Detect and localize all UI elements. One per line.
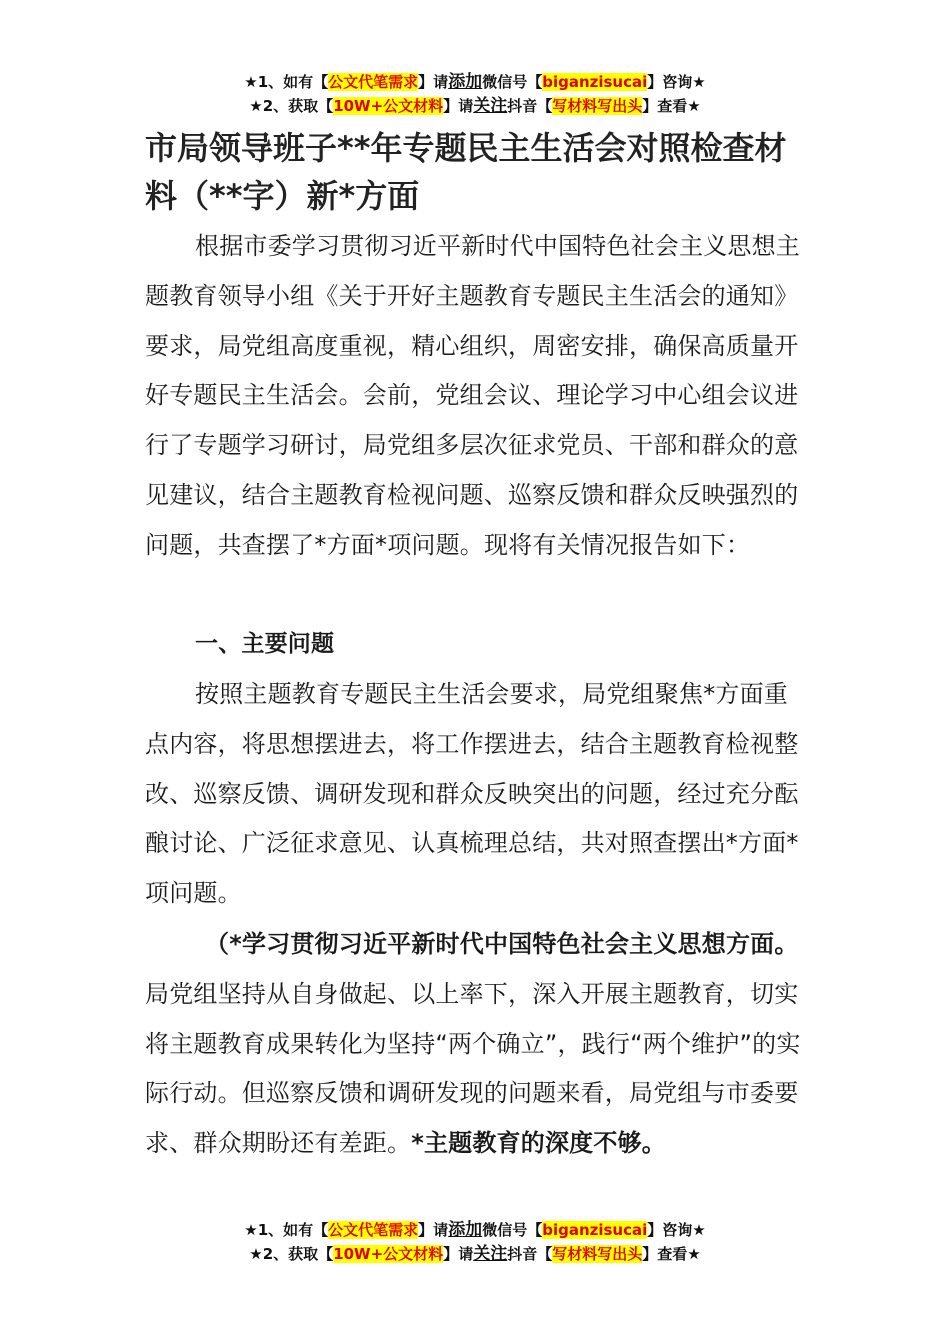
promo-line-2	[0, 94, 950, 118]
promo-text: 微信号【	[482, 1221, 543, 1239]
promo-line-1	[0, 1218, 950, 1242]
promo-text: 】请	[418, 73, 449, 91]
promo-header	[0, 70, 950, 118]
promo-text: 】请	[443, 1245, 474, 1263]
promo-text: 】咨询★	[647, 73, 706, 91]
promo-text: 】查看★	[642, 97, 701, 115]
promo-highlight: 10W+公文材料	[333, 97, 444, 115]
promo-underlined: 添加	[448, 72, 483, 92]
section-heading	[145, 620, 805, 670]
intro-text: 根据市委学习贯彻习近平新时代中国特色社会主义思想主题教育领导小组《关于开好主题教育专题民主生活会的通知》要求，局党组高度重视，精心组织，周密安排，确保高质量开好专题民主生活会。会前，党组会议、理论学习中心组会议进行了专题学习研讨，局党组多层次征求党员、干部和群众的意见建议，结合主题教育检视问题、巡察反馈和群众反映强烈的问题，共查摆了*方面*项问题。现将有关情况报告如下：	[145, 232, 800, 559]
promo-line-2	[0, 1242, 950, 1266]
section-paragraph-text: 按照主题教育专题民主生活会要求，局党组聚焦*方面重点内容，将思想摆进去，将工作摆进去，结合主题教育检视整改、巡察反馈、调研发现和群众反映突出的问题，经过充分酝酿讨论、广泛征求意见、认真梳理总结，共对照查摆出*方面*项问题。	[145, 680, 799, 908]
promo-highlight: 公文代笔需求	[328, 1221, 419, 1239]
promo-text: 】请	[418, 1221, 449, 1239]
subsection-point: *主题教育的深度不够。	[411, 1129, 666, 1158]
promo-highlight: 写材料写出头	[552, 97, 643, 115]
promo-text: ★1、如有【	[244, 73, 329, 91]
promo-underlined: 添加	[448, 1220, 483, 1240]
promo-text: 抖音【	[507, 97, 553, 115]
section-paragraph	[145, 670, 805, 919]
intro-paragraph	[145, 222, 805, 571]
promo-footer	[0, 1218, 950, 1266]
subsection-paragraph	[145, 920, 805, 1169]
promo-highlight: biganzisucai	[542, 1221, 648, 1239]
promo-highlight: biganzisucai	[542, 73, 648, 91]
promo-text: ★2、获取【	[249, 1245, 334, 1263]
promo-text: 抖音【	[507, 1245, 553, 1263]
section-heading-text: 一、主要问题	[195, 631, 335, 657]
promo-highlight: 10W+公文材料	[333, 1245, 444, 1263]
promo-underlined: 关注	[473, 1244, 508, 1264]
promo-underlined: 关注	[473, 96, 508, 116]
promo-highlight: 写材料写出头	[552, 1245, 643, 1263]
promo-text: 微信号【	[482, 73, 543, 91]
promo-highlight: 公文代笔需求	[328, 73, 419, 91]
promo-text: 】查看★	[642, 1245, 701, 1263]
subsection-body: 局党组坚持从自身做起、以上率下，深入开展主题教育，切实将主题教育成果转化为坚持“两个确立”，践行“两个维护”的实际行动。但巡察反馈和调研发现的问题来看，局党组与市委要求、群众期盼还有差距。	[145, 979, 801, 1158]
document-title: 市局领导班子**年专题民主生活会对照检查材料（**字）新*方面	[145, 129, 787, 215]
promo-text: 】请	[443, 97, 474, 115]
subsection-heading: （*学习贯彻习近平新时代中国特色社会主义思想方面。	[205, 930, 799, 958]
promo-text: ★1、如有【	[244, 1221, 329, 1239]
promo-line-1	[0, 70, 950, 94]
promo-text: ★2、获取【	[249, 97, 334, 115]
promo-text: 】咨询★	[647, 1221, 706, 1239]
